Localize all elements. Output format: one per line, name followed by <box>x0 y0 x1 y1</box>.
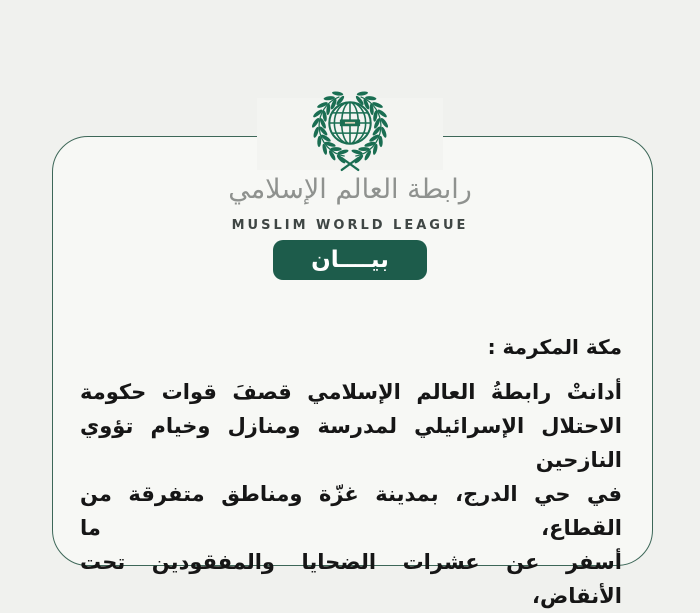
org-name-english: MUSLIM WORLD LEAGUE <box>231 218 469 233</box>
paragraph-line: الاحتلال الإسرائيلي لمدرسة ومنازل وخيام تؤوي النازحين <box>80 414 622 472</box>
paragraph-line: أسفر عن عشرات الضحايا والمفقودين تحت الأنقاض، <box>80 550 622 608</box>
org-name-arabic-calligraphy: رابطة العالم الإسلامي <box>228 174 472 205</box>
statement-paragraph <box>80 375 622 613</box>
location-heading: مكة المكرمة : <box>487 335 622 359</box>
paragraph-line: أدانتْ رابطةُ العالم الإسلامي قصفَ قوات حكومة <box>80 380 622 404</box>
statement-body <box>80 333 622 613</box>
paragraph-line: في حي الدرج، بمدينة غزّة ومناطق متفرقة من القطاع، ما <box>80 482 622 540</box>
brand-block <box>0 86 700 280</box>
laurel-wreath-globe-icon <box>304 86 396 172</box>
statement-type-banner: بيــــان <box>273 240 427 280</box>
